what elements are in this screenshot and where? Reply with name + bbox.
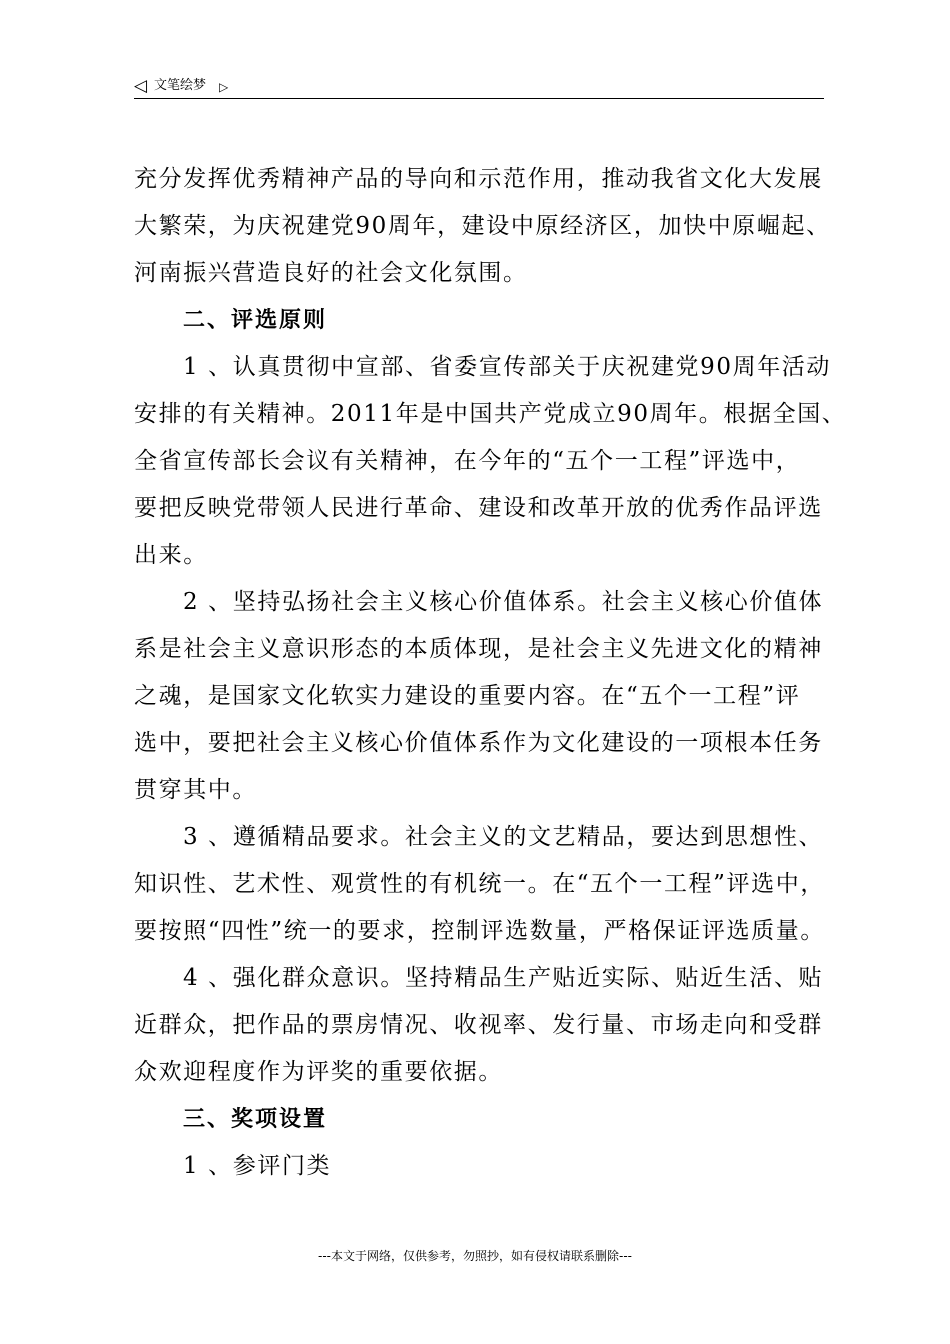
paragraph-line: 出来。 [134,542,208,568]
section-heading: 二、评选原则 [183,308,328,333]
paragraph-line: 选中，要把社会主义核心价值体系作为文化建设的一项根本任务 [134,730,823,756]
paragraph-line: 之魂，是国家文化软实力建设的重要内容。在“五个一工程”评 [134,683,801,709]
page-header [134,75,824,99]
paragraph-line: 3 、遵循精品要求。社会主义的文艺精品，要达到思想性、 [183,824,824,850]
paragraph-line: 1 、参评门类 [183,1153,332,1179]
paragraph-line: 众欢迎程度作为评奖的重要依据。 [134,1059,503,1085]
paragraph-line: 4 、强化群众意识。坚持精品生产贴近实际、贴近生活、贴 [183,965,824,991]
section-heading: 三、奖项设置 [183,1107,328,1132]
footer-notice: ---本文于网络，仅供参考，勿照抄，如有侵权请联系删除--- [318,1249,632,1263]
paragraph-line: 2 、坚持弘扬社会主义核心价值体系。社会主义核心价值体 [183,589,824,615]
paragraph-line: 近群众，把作品的票房情况、收视率、发行量、市场走向和受群 [134,1012,823,1038]
left-triangle-icon: ◁ [134,76,148,96]
header-rule [134,98,824,99]
paragraph-line: 要把反映党带领人民进行革命、建设和改革开放的优秀作品评选 [134,495,823,521]
right-triangle-icon: ▷ [219,80,229,94]
paragraph-line: 1 、认真贯彻中宣部、省委宣传部关于庆祝建党90周年活动 [183,354,832,380]
header-title: 文笔绘梦 [154,78,207,93]
paragraph-line: 充分发挥优秀精神产品的导向和示范作用，推动我省文化大发展 [134,166,823,192]
paragraph-line: 系是社会主义意识形态的本质体现，是社会主义先进文化的精神 [134,636,823,662]
paragraph-line: 贯穿其中。 [134,777,257,803]
paragraph-line: 全省宣传部长会议有关精神，在今年的“五个一工程”评选中， [134,448,801,474]
paragraph-line: 知识性、艺术性、观赏性的有机统一。在“五个一工程”评选中， [134,871,825,897]
paragraph-line: 安排的有关精神。2011年是中国共产党成立90周年。根据全国、 [134,401,847,427]
document-body [134,156,847,1190]
paragraph-line: 大繁荣，为庆祝建党90周年，建设中原经济区，加快中原崛起、 [134,213,831,239]
paragraph-line: 要按照“四性”统一的要求，控制评选数量，严格保证评选质量。 [134,918,825,944]
paragraph-line: 河南振兴营造良好的社会文化氛围。 [134,260,528,286]
